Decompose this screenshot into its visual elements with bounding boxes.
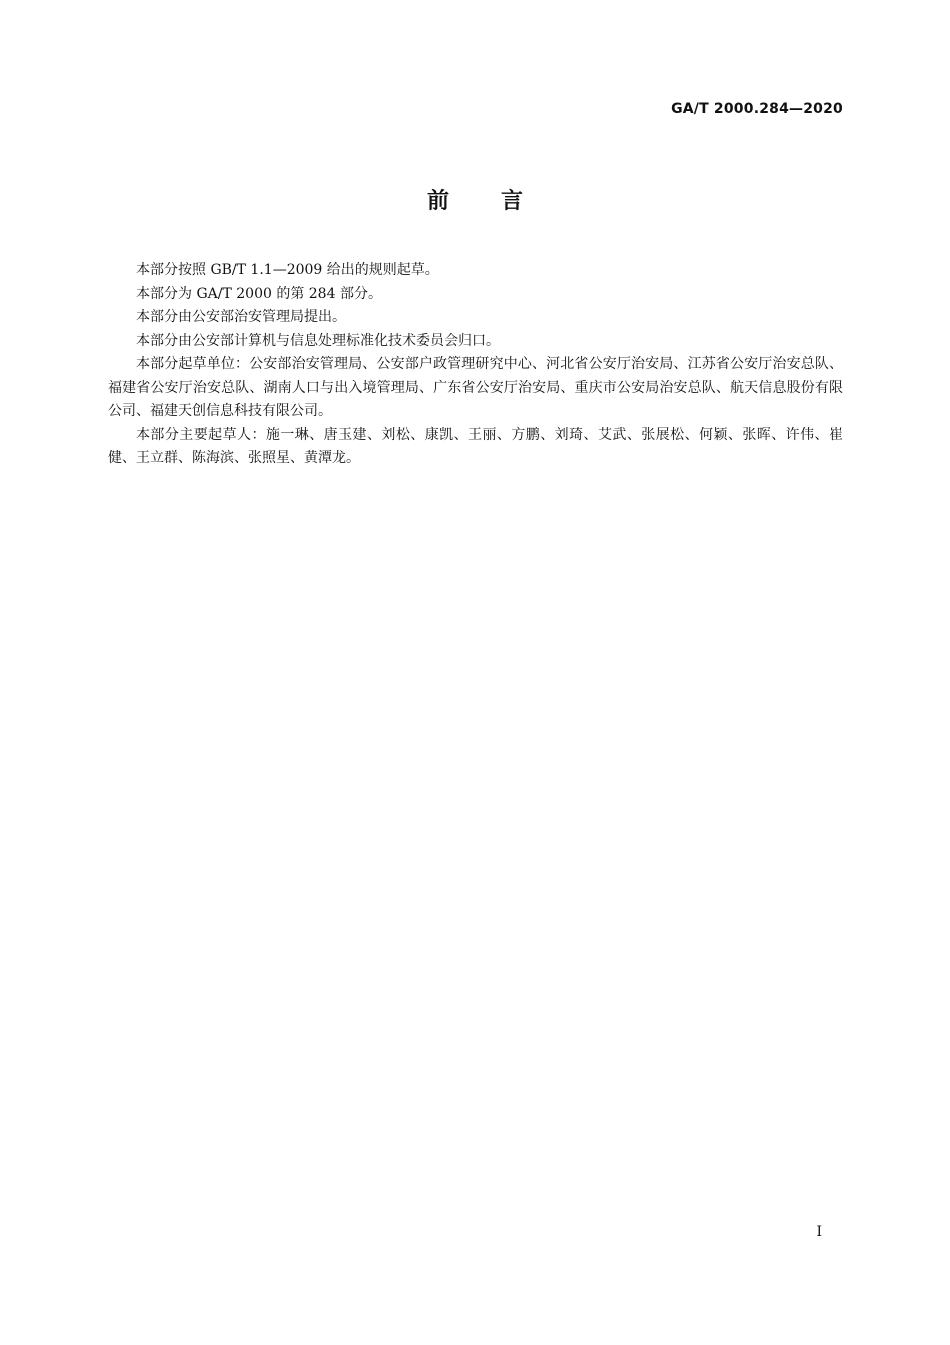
paragraph-part-number: 本部分为 GA/T 2000 的第 284 部分。 — [136, 285, 382, 302]
paragraph-drafting-rules: 本部分按照 GB/T 1.1—2009 给出的规则起草。 — [136, 262, 439, 278]
document-code: GA/T 2000.284—2020 — [671, 101, 843, 117]
paragraph-drafting-units: 本部分起草单位：公安部治安管理局、公安部户政管理研究中心、河北省公安厅治安局、江苏省公安厅治安总队、福建省公安厅治安总队、湖南人口与出入境管理局、广东省公安厅治安局、重庆市公安局治安总队、航天信息股份有限公司、福建天创信息科技有限公司。 — [108, 356, 843, 419]
paragraph-drafters: 本部分主要起草人：施一琳、唐玉建、刘松、康凯、王丽、方鹏、刘琦、艾武、张展松、何颖、张晖、许伟、崔健、王立群、陈海滨、张照星、黄潭龙。 — [108, 426, 843, 466]
paragraph-proposed-by: 本部分由公安部治安管理局提出。 — [136, 309, 346, 325]
page-number: I — [816, 1224, 822, 1240]
foreword-body — [108, 259, 843, 471]
page-title: 前言 — [426, 189, 575, 214]
paragraph-administered-by: 本部分由公安部计算机与信息处理标准化技术委员会归口。 — [136, 332, 500, 349]
